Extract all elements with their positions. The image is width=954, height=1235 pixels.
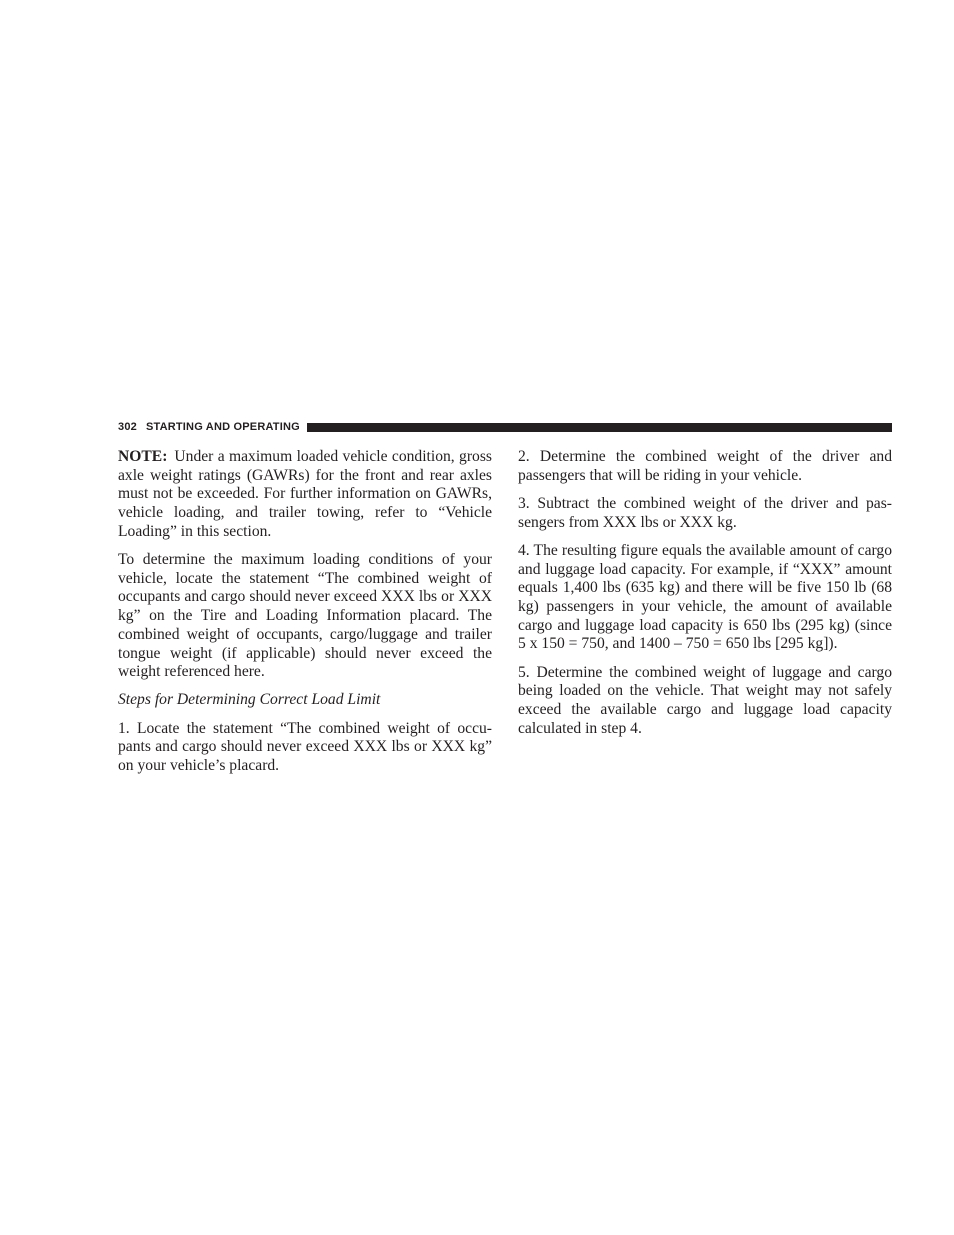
- page-header: [118, 419, 892, 435]
- note-paragraph: [118, 448, 492, 542]
- left-column: [118, 448, 492, 785]
- step-5: 5. Determine the combined weight of luggage and cargo being loaded on the vehicle. That weight may not safely exceed the available cargo and luggage load capacity calculated in step 4.: [518, 663, 892, 737]
- note-text: Under a maximum loaded vehicle condition, gross axle weight ratings (GAWRs) for the front and rear axles must not be exceeded. For further information on GAWRs, vehicle loading, and trailer towing, refer to “Vehicle Loading” in this section.: [118, 448, 492, 540]
- section-title: STARTING AND OPERATING: [145, 421, 300, 433]
- step-2: 2. Determine the combined weight of the driver and passengers that will be riding in your vehicle.: [518, 448, 892, 484]
- right-column: [518, 448, 892, 748]
- header-rule: [307, 423, 892, 432]
- steps-heading: Steps for Determining Correct Load Limit: [118, 691, 381, 709]
- note-label: NOTE:: [118, 448, 168, 465]
- step-4: 4. The resulting figure equals the available amount of cargo and luggage load capacity. For example, if “XXX” amount equals 1,400 lbs (635 kg) and there will be five 150 lb (68 kg) passengers in your vehicle, the amount of available cargo and luggage load capacity is 650 lbs (295 kg) (since 5 x 150 = 750, and 1400 – 750 = 650 lbs [295 kg]).: [518, 541, 892, 653]
- step-3: 3. Subtract the combined weight of the driver and passengers from XXX lbs or XXX kg.: [518, 494, 892, 531]
- step-1: 1. Locate the statement “The combined weight of occupants and cargo should never exceed XXX lbs or XXX kg” on your vehicle’s placard.: [118, 719, 492, 775]
- loading-conditions-paragraph: To determine the maximum loading conditions of your vehicle, locate the statement “The combined weight of occupants and cargo should never exceed XXX lbs or XXX kg” on the Tire and Loading Information placard. The combined weight of occupants, cargo/luggage and trailer tongue weight (if applicable) should never exceed the weight referenced here.: [118, 551, 492, 681]
- page-number: 302: [118, 421, 137, 433]
